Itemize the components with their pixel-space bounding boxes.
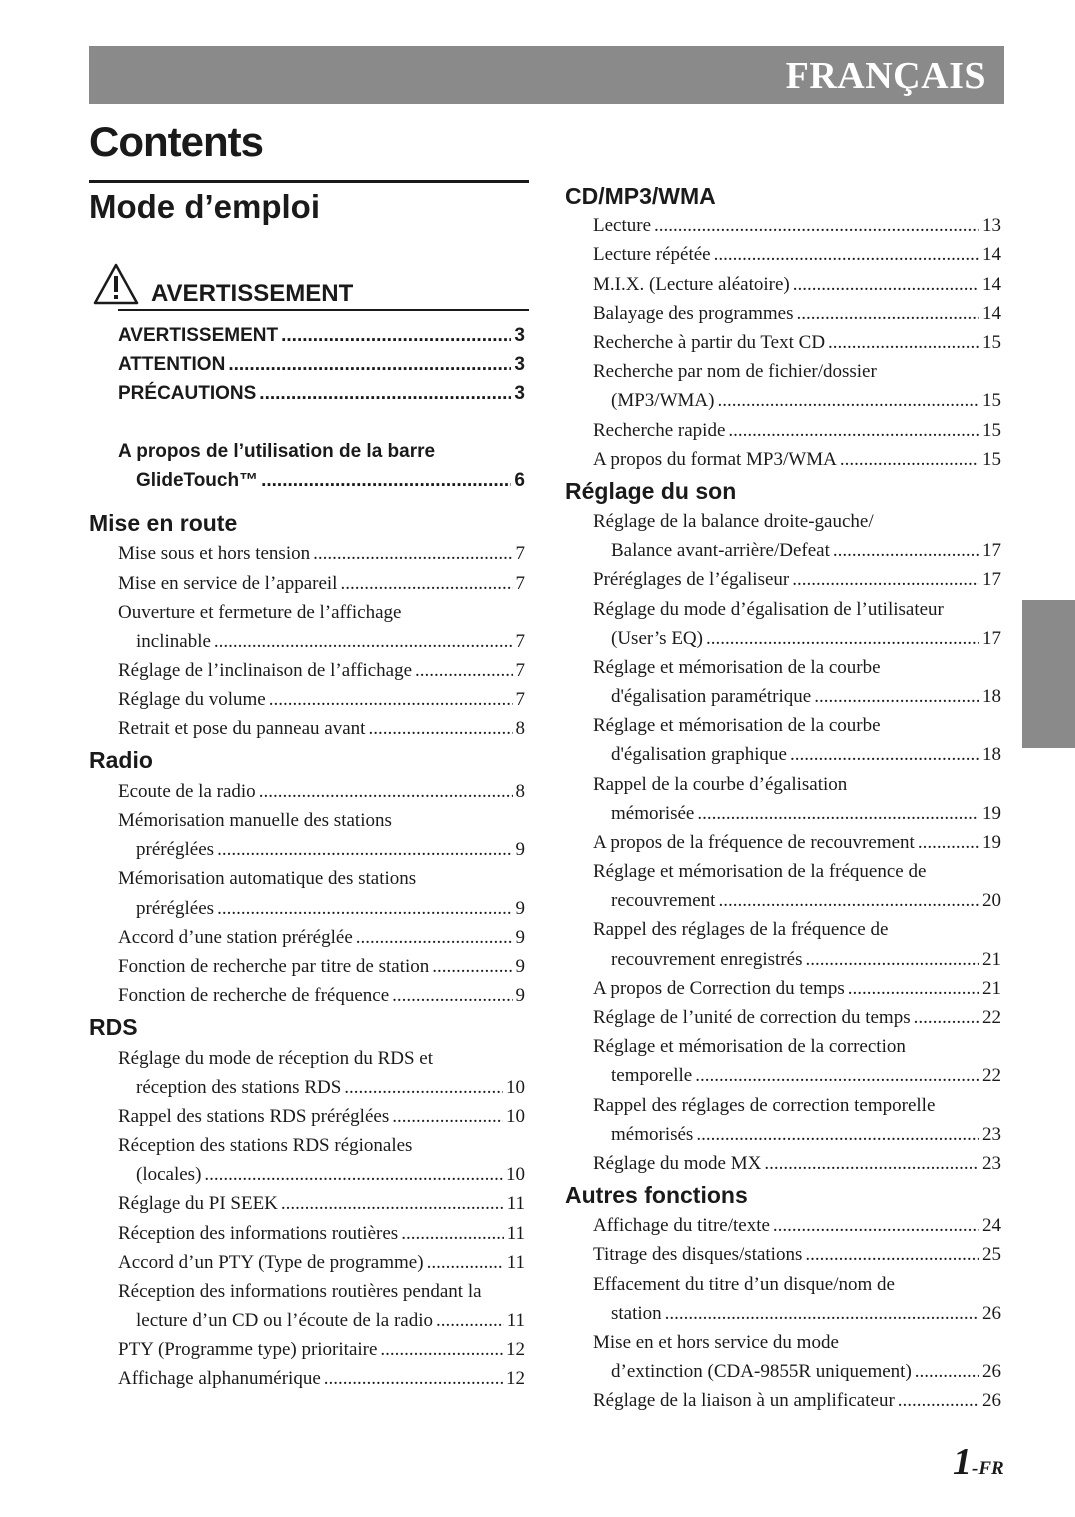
toc-entry[interactable]: Réglage du mode MX ..... 23 bbox=[593, 1153, 1001, 1175]
toc-entry-line: Mémorisation automatique des stations bbox=[118, 868, 417, 889]
toc-entry[interactable]: Affichage du titre/texte ..... 24 bbox=[593, 1215, 1001, 1237]
warning-icon bbox=[93, 262, 139, 306]
toc-entry[interactable]: Fonction de recherche par titre de station ..... 9 bbox=[118, 956, 525, 978]
toc-entry[interactable]: M.I.X. (Lecture aléatoire) ..... 14 bbox=[593, 274, 1001, 296]
toc-entry[interactable]: Réglage de l’unité de correction du temps ..... 22 bbox=[593, 1007, 1001, 1029]
toc-entry[interactable]: GlideTouch™ ..... 6 bbox=[136, 470, 525, 492]
toc-entry-line: Réglage et mémorisation de la correction bbox=[593, 1036, 906, 1057]
toc-entry-line: Mémorisation manuelle des stations bbox=[118, 810, 392, 831]
divider bbox=[118, 309, 529, 311]
toc-entry[interactable]: A propos de Correction du temps ..... 21 bbox=[593, 978, 1001, 1000]
toc-entry-line: Recherche par nom de fichier/dossier bbox=[593, 361, 877, 382]
section-title: Mode d’emploi bbox=[89, 188, 320, 225]
toc-entry[interactable]: Préréglages de l’égaliseur ..... 17 bbox=[593, 569, 1001, 591]
section-heading: Autres fonctions bbox=[565, 1182, 748, 1208]
section-heading: Réglage du son bbox=[565, 478, 737, 504]
toc-entry[interactable]: Ecoute de la radio ..... 8 bbox=[118, 781, 525, 803]
toc-entry[interactable]: Rappel des stations RDS préréglées ..... 10 bbox=[118, 1106, 525, 1128]
toc-entry[interactable]: station ..... 26 bbox=[611, 1303, 1001, 1325]
toc-entry-line: A propos de l’utilisation de la barre bbox=[118, 441, 436, 462]
page-number bbox=[953, 1440, 1004, 1484]
page-number-value: 1 bbox=[953, 1441, 972, 1483]
toc-entry[interactable]: Retrait et pose du panneau avant ..... 8 bbox=[118, 718, 525, 740]
divider bbox=[89, 180, 529, 183]
toc-entry[interactable]: PRÉCAUTIONS ..... 3 bbox=[118, 383, 525, 405]
toc-entry[interactable]: A propos de la fréquence de recouvrement ..... 19 bbox=[593, 832, 1001, 854]
toc-entry[interactable]: Balance avant-arrière/Defeat ..... 17 bbox=[611, 540, 1001, 562]
toc-entry[interactable]: Accord d’une station préréglée ..... 9 bbox=[118, 927, 525, 949]
toc-entry[interactable]: réception des stations RDS ..... 10 bbox=[136, 1077, 525, 1099]
warning-heading-block bbox=[93, 262, 529, 310]
section-heading: RDS bbox=[89, 1014, 138, 1040]
toc-entry[interactable]: inclinable ..... 7 bbox=[136, 631, 525, 653]
toc-entry[interactable]: Accord d’un PTY (Type de programme) ..... 11 bbox=[118, 1252, 525, 1274]
toc-entry[interactable]: Réglage du volume ..... 7 bbox=[118, 689, 525, 711]
toc-entry[interactable]: Recherche rapide ..... 15 bbox=[593, 420, 1001, 442]
toc-entry[interactable]: Mise en service de l’appareil ..... 7 bbox=[118, 573, 525, 595]
warning-heading: AVERTISSEMENT bbox=[151, 280, 354, 307]
toc-entry[interactable]: Lecture ..... 13 bbox=[593, 215, 1001, 237]
toc-entry[interactable]: Affichage alphanumérique ..... 12 bbox=[118, 1368, 525, 1390]
toc-entry[interactable]: AVERTISSEMENT ..... 3 bbox=[118, 325, 525, 347]
toc-entry-line: Rappel de la courbe d’égalisation bbox=[593, 774, 848, 795]
toc-entry[interactable]: d'égalisation paramétrique ..... 18 bbox=[611, 686, 1001, 708]
toc-entry-line: Réception des stations RDS régionales bbox=[118, 1135, 413, 1156]
toc-entry[interactable]: ATTENTION ..... 3 bbox=[118, 354, 525, 376]
toc-entry[interactable]: (MP3/WMA) ..... 15 bbox=[611, 390, 1001, 412]
page-title: Contents bbox=[89, 118, 263, 165]
toc-entry-line: Réglage de la balance droite-gauche/ bbox=[593, 511, 874, 532]
toc-entry-line: Mise en et hors service du mode bbox=[593, 1332, 839, 1353]
toc-entry-line: Réglage et mémorisation de la fréquence de bbox=[593, 861, 927, 882]
toc-entry-line: Réglage et mémorisation de la courbe bbox=[593, 657, 881, 678]
toc-entry[interactable]: préréglées ..... 9 bbox=[136, 898, 525, 920]
toc-entry[interactable]: recouvrement ..... 20 bbox=[611, 890, 1001, 912]
toc-entry[interactable]: Réception des informations routières ..... 11 bbox=[118, 1223, 525, 1245]
language-label: FRANÇAIS bbox=[785, 55, 986, 97]
toc-entry[interactable]: Balayage des programmes ..... 14 bbox=[593, 303, 1001, 325]
page-edge-tab bbox=[1022, 600, 1075, 748]
toc-entry[interactable]: Titrage des disques/stations ..... 25 bbox=[593, 1244, 1001, 1266]
section-heading: CD/MP3/WMA bbox=[565, 183, 716, 209]
toc-entry[interactable]: lecture d’un CD ou l’écoute de la radio ..... 11 bbox=[136, 1310, 525, 1332]
toc-entry[interactable]: Lecture répétée ..... 14 bbox=[593, 244, 1001, 266]
toc-entry-line: Réglage du mode de réception du RDS et bbox=[118, 1048, 434, 1069]
toc-entry[interactable]: Réglage du PI SEEK ..... 11 bbox=[118, 1193, 525, 1215]
toc-entry[interactable]: préréglées ..... 9 bbox=[136, 839, 525, 861]
toc-entry[interactable]: mémorisée ..... 19 bbox=[611, 803, 1001, 825]
toc-entry[interactable]: Réglage de l’inclinaison de l’affichage ..... 7 bbox=[118, 660, 525, 682]
toc-entry[interactable]: PTY (Programme type) prioritaire ..... 12 bbox=[118, 1339, 525, 1361]
page-number-suffix: -FR bbox=[972, 1458, 1004, 1479]
toc-entry[interactable]: mémorisés ..... 23 bbox=[611, 1124, 1001, 1146]
toc-entry-line: Réglage du mode d’égalisation de l’utilisateur bbox=[593, 599, 944, 620]
toc-entry-line: Effacement du titre d’un disque/nom de bbox=[593, 1274, 895, 1295]
section-heading: Radio bbox=[89, 747, 153, 773]
toc-entry[interactable]: Recherche à partir du Text CD ..... 15 bbox=[593, 332, 1001, 354]
toc-entry-line: Rappel des réglages de correction temporelle bbox=[593, 1095, 936, 1116]
toc-entry-line: Réception des informations routières pendant la bbox=[118, 1281, 482, 1302]
toc-entry-line: Ouverture et fermeture de l’affichage bbox=[118, 602, 402, 623]
toc-entry-line: Rappel des réglages de la fréquence de bbox=[593, 919, 889, 940]
toc-entry[interactable]: d’extinction (CDA-9855R uniquement) ..... 26 bbox=[611, 1361, 1001, 1383]
toc-entry[interactable]: Mise sous et hors tension ..... 7 bbox=[118, 543, 525, 565]
toc-entry[interactable]: Fonction de recherche de fréquence ..... 9 bbox=[118, 985, 525, 1007]
toc-entry[interactable]: recouvrement enregistrés ..... 21 bbox=[611, 949, 1001, 971]
toc-entry[interactable]: d'égalisation graphique ..... 18 bbox=[611, 744, 1001, 766]
toc-entry[interactable]: Réglage de la liaison à un amplificateur ..... 26 bbox=[593, 1390, 1001, 1412]
toc-entry-line: Réglage et mémorisation de la courbe bbox=[593, 715, 881, 736]
toc-entry[interactable]: temporelle ..... 22 bbox=[611, 1065, 1001, 1087]
toc-entry[interactable]: (locales) ..... 10 bbox=[136, 1164, 525, 1186]
toc-entry[interactable]: A propos du format MP3/WMA ..... 15 bbox=[593, 449, 1001, 471]
section-heading: Mise en route bbox=[89, 510, 238, 536]
language-banner bbox=[89, 46, 1004, 104]
toc-entry[interactable]: (User’s EQ) ..... 17 bbox=[611, 628, 1001, 650]
